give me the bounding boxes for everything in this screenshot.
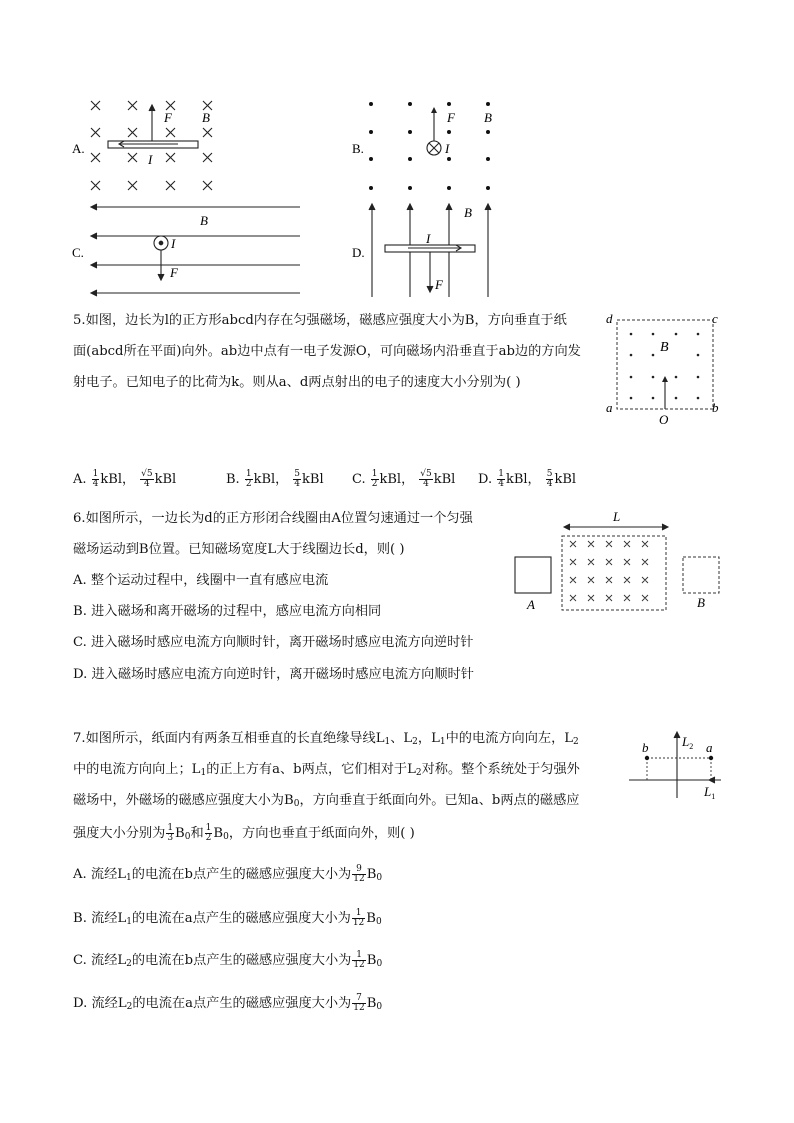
q5-option-d[interactable]: D. $\frac{1}{4}$ kBl， $\frac{5}{4}$ kBl: [478, 469, 577, 489]
q4-a-force-label: F: [164, 110, 172, 125]
q4-c-current-label: I: [171, 236, 176, 251]
point-a: [709, 756, 713, 760]
q4-figure-d: [369, 204, 491, 297]
q4-d-field-label: B: [464, 205, 472, 220]
q7-stem-line2: 中的电流方向向上；$L_1$的正上方有a、b两点，它们相对于$L_2$对称。整个系统处于匀强外: [73, 762, 580, 778]
q4-b-current-label: I: [445, 141, 450, 156]
q5-option-a[interactable]: A. $\frac{1}{4}$ kBl， $\frac{√5}{4}$ kBl: [73, 469, 177, 489]
q7-point-b-label: b: [642, 740, 649, 755]
q5-option-b[interactable]: B. $\frac{1}{2}$ kBl， $\frac{5}{4}$ kBl: [226, 469, 324, 489]
q4-figure-b: [369, 102, 490, 190]
coil-position-b: [683, 557, 719, 593]
q4-b-option: B.: [352, 141, 364, 156]
q6-stem-line2: 磁场运动到B位置。已知磁场宽度L大于线圈边长d，则( ): [73, 542, 405, 557]
q4-c-option: C.: [72, 245, 84, 260]
coil-position-a: [515, 557, 551, 593]
q5-corner-b: b: [712, 400, 719, 415]
magnetic-field-region: [562, 536, 666, 610]
q4-a-option: A.: [72, 141, 85, 156]
q6-pos-a-label: A: [527, 597, 535, 612]
q6-option-a[interactable]: A. 整个运动过程中，线圈中一直有感应电流: [73, 573, 329, 588]
q7-stem-line1: 7.如图所示，纸面内有两条互相垂直的长直绝缘导线$L_1$、$L_2$，$L_1$中的电流方向向左，$L_2$: [73, 731, 579, 747]
q7-stem-line3: 磁场中，外磁场的磁感应强度大小为$B_0$，方向垂直于纸面向外。已知a、b两点的磁感应: [73, 793, 580, 809]
q7-l1-label: $L_1$: [704, 784, 716, 801]
q4-a-current-label: I: [148, 152, 153, 167]
q4-c-field-label: B: [200, 213, 208, 228]
q5-corner-c: c: [712, 311, 718, 326]
q7-option-a[interactable]: A. 流经$L_1$的电流在b点产生的磁感应强度大小为 $\frac{9}{12}$ $B_0$: [73, 864, 383, 884]
q4-b-field-label: B: [484, 110, 492, 125]
q5-stem-line3: 射电子。已知电子的比荷为k。则从a、d两点射出的电子的速度大小分别为( ): [73, 375, 521, 390]
q4-c-force-label: F: [170, 265, 178, 280]
q6-stem-line1: 6.如图所示，一边长为d的正方形闭合线圈由A位置匀速通过一个匀强: [73, 511, 473, 526]
q5-figure: [600, 310, 730, 428]
q7-option-d[interactable]: D. 流经$L_2$的电流在a点产生的磁感应强度大小为 $\frac{7}{12}$ $B_0$: [73, 993, 383, 1013]
q6-pos-b-label: B: [697, 595, 705, 610]
q6-option-d[interactable]: D. 进入磁场时感应电流方向逆时针，离开磁场时感应电流方向顺时针: [73, 667, 474, 682]
q7-option-c[interactable]: C. 流经$L_2$的电流在b点产生的磁感应强度大小为 $\frac{1}{12}$ $B_0$: [73, 950, 383, 970]
q6-option-b[interactable]: B. 进入磁场和离开磁场的过程中，感应电流方向相同: [73, 604, 382, 619]
q7-figure: [625, 728, 725, 806]
q7-l2-label: $L_2$: [682, 734, 694, 751]
q5-field-label: B: [660, 340, 669, 355]
q7-stem-line4: 强度大小分别为 $\frac{1}{3}$ $B_0$和 $\frac{1}{2}$ $B_0$，方向也垂直于纸面向外，则( ): [73, 823, 415, 843]
q5-corner-d: d: [606, 311, 613, 326]
q5-source-label: O: [659, 412, 669, 427]
q6-figure: [510, 505, 730, 615]
q6-option-c[interactable]: C. 进入磁场时感应电流方向顺时针，离开磁场时感应电流方向逆时针: [73, 635, 474, 650]
q5-stem-line2: 面(abcd所在平面)向外。ab边中点有一电子发源O，可向磁场内沿垂直于ab边的方向发: [73, 344, 581, 359]
q4-d-option: D.: [352, 245, 365, 260]
q4-a-field-label: B: [202, 110, 210, 125]
q7-point-a-label: a: [706, 740, 713, 755]
q6-width-label: L: [613, 509, 621, 524]
q7-option-b[interactable]: B. 流经$L_1$的电流在a点产生的磁感应强度大小为 $\frac{1}{12}$ $B_0$: [73, 908, 382, 928]
q4-figure-c: [91, 204, 300, 296]
q4-b-force-label: F: [447, 110, 455, 125]
q4-figures: [60, 95, 540, 305]
q4-d-force-label: F: [435, 277, 443, 292]
q4-figure-a: [91, 101, 212, 190]
q4-d-current-label: I: [426, 231, 431, 246]
q5-corner-a: a: [606, 400, 613, 415]
q5-option-c[interactable]: C. $\frac{1}{2}$ kBl， $\frac{√5}{4}$ kBl: [352, 469, 456, 489]
point-b: [645, 756, 649, 760]
q5-stem-line1: 5.如图，边长为l的正方形abcd内存在匀强磁场，磁感应强度大小为B，方向垂直于纸: [73, 313, 567, 328]
